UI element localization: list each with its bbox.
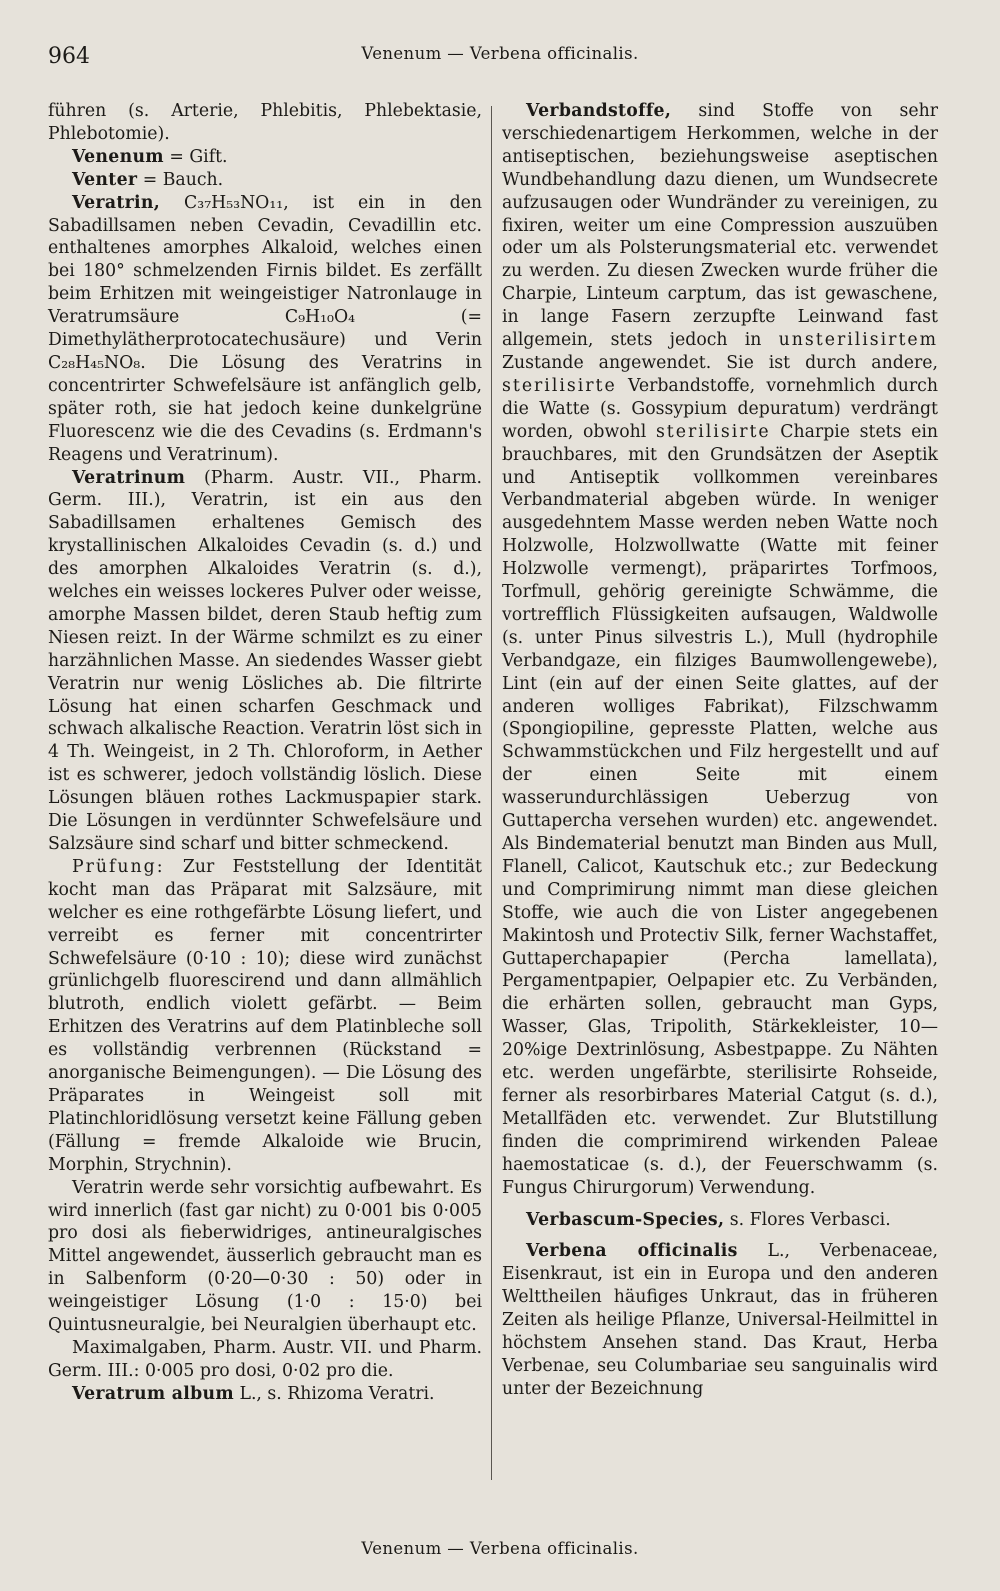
paragraph-aufbewahrung: Veratrin werde sehr vorsichtig aufbewahrt. Es wird innerlich (fast gar nicht) zu 0·001 bis 0·005 pro dosi als fieberwidriges, antineuralgisches Mittel angewendet, äusserlich gebraucht man es in Salbenform (0·20—0·30 : 50) oder in weingeistiger Lösung (1·0 : 15·0) bei Quintusneuralgie, bei Neuralgien überhaupt etc. (48, 1177, 482, 1336)
entry-text: Verbandstoffe, vornehmlich durch die Watte (s. Gossypium depuratum) verdrängt worden, obwohl (502, 375, 938, 442)
running-header: Venenum — Verbena officinalis. (361, 44, 639, 63)
entry-text: C₃₇H₅₃NO₁₁, ist ein in den Sabadillsamen neben Cevadin, Cevadillin etc. enthaltenes amorphes Alkaloid, welches einen bei 180° schmelzenden Firnis bildet. Es zerfällt beim Erhitzen mit weingeistiger Natronlauge in Veratrumsäure C₉H₁₀O₄ (= Dimethylätherprotocatechusäure) und Verin C₂₈H₄₅NO₈. Die Lösung des Veratrins in concentrirter Schwefelsäure ist anfänglich gelb, später roth, sie hat jedoch keine dunkelgrüne Fluorescenz wie die des Cevadins (s. Erdmann's Reagens und Veratrinum). (48, 192, 482, 465)
paragraph-maximalgaben: Maximalgaben, Pharm. Austr. VII. und Pharm. Germ. III.: 0·005 pro dosi, 0·02 pro die. (48, 1337, 482, 1381)
entry-text: L., s. Rhizoma Veratri. (233, 1383, 435, 1404)
paragraph-pruefung (48, 856, 482, 1177)
entry-text: L., Verbenaceae, Eisenkraut, ist ein in Europa und den anderen Welttheilen häufiges Unkraut, das in früheren Zeiten als heilige Pflanze, Universal-Heilmittel in höchstem Ansehen stand. Das Kraut, Herba Verbenae, seu Columbariae seu sanguinalis wird unter der Bezeichnung (502, 1241, 938, 1399)
headword: Veratrinum (72, 467, 186, 488)
headword: Verbena officinalis (526, 1241, 738, 1262)
entry-verbandstoffe (502, 100, 938, 1200)
headword: Verbascum-Species, (526, 1209, 725, 1230)
right-column (502, 100, 938, 1401)
headword: Venter (72, 169, 138, 190)
spaced-word: unsterilisirtem (778, 330, 938, 351)
entry-continuation: führen (s. Arterie, Phlebitis, Phlebektasie, Phlebotomie). (48, 101, 482, 144)
entry-veratrin (48, 192, 482, 467)
entry-text: sind Stoffe von sehr verschiedenartigem Herkommen, welche in der antiseptischen, beziehungsweise aseptischen Wundbehandlung dazu dienen, um Wundsecrete aufzusaugen oder Wundränder zu vereinigen, zu fixiren, weiter um eine Compression auszuüben oder um als Polsterungsmaterial etc. verwendet zu werden. Zu diesen Zwecken wurde früher die Charpie, Linteum carptum, das ist gewaschene, in lange Fasern zerzupfte Leinwand fast allgemein, stets jedoch in (502, 101, 938, 351)
entry-venenum (48, 146, 482, 169)
entry-venter (48, 169, 482, 192)
column-divider (491, 106, 492, 1480)
entry-text: Zustande angewendet. Sie ist durch andere, (502, 352, 938, 373)
entry-verbascum (502, 1209, 938, 1232)
page-number: 964 (48, 44, 90, 69)
entry-veratrinum (48, 467, 482, 856)
entry-text: = Gift. (163, 146, 228, 167)
paragraph-text: Zur Feststellung der Identität kocht man das Präparat mit Salzsäure, mit welcher es eine rothgefärbte Lösung liefert, und verreibt es ferner mit concentrirter Schwefelsäure (0·10 : 10); diese wird zunächst grünlichgelb fluorescirend und dann allmählich blutroth, endlich violett gefärbt. — Beim Erhitzen des Veratrins auf dem Platinbleche soll es vollständig verbrennen (Rückstand = anorganische Beimengungen). — Die Lösung des Präparates in Weingeist soll mit Platinchloridlösung versetzt keine Fällung geben (Fällung = fremde Alkaloide wie Brucin, Morphin, Strychnin). (48, 856, 482, 1175)
entry-text: s. Flores Verbasci. (724, 1209, 891, 1230)
headword: Venenum (72, 146, 164, 167)
spaced-word: sterilisirte (655, 421, 771, 442)
entry-veratrum-album (48, 1383, 482, 1406)
spaced-word: sterilisirte (502, 375, 617, 396)
headword: Verbandstoffe, (526, 101, 672, 121)
headword: Veratrum album (72, 1383, 234, 1404)
headword: Veratrin, (72, 192, 161, 213)
left-column (48, 100, 482, 1406)
entry-text: Charpie stets ein brauchbares, mit den Grundsätzen der Aseptik und Antiseptik vollkommen vereinbares Verbandmaterial abgeben würde. In weniger ausgedehntem Masse werden neben Watte noch Holzwolle, Holzwollwatte (Watte mit feiner Holzwolle vermengt), präparirtes Torfmoos, Torfmull, gehörig gereinigte Schwämme, die vortrefflich Flüssigkeiten aufsaugen, Waldwolle (s. unter Pinus silvestris L.), Mull (hydrophile Verbandgaze, ein filziges Baumwollengewebe), Lint (ein auf der einen Seite glattes, auf der anderen wolliges Fabrikat), Filzschwamm (Spongiopiline, gepresste Platten, welche aus Schwammstückchen und Filz hergestellt und auf der einen Seite mit einem wasserundurchlässigen Ueberzug von Guttapercha versehen wurden) etc. angewendet. Als Bindematerial benutzt man Binden aus Mull, Flanell, Calicot, Kautschuk etc.; zur Bedeckung und Comprimirung nimmt man diese gleichen Stoffe, wie auch die von Lister angegebenen Makintosh und Protectiv Silk, ferner Wachstaffet, Guttaperchapapier (Percha lamellata), Pergamentpapier, Oelpapier etc. Zu Verbänden, die erhärten sollen, gebraucht man Gyps, Wasser, Glas, Tripolith, Stärkekleister, 10—20%ige Dextrinlösung, Asbestpappe. Zu Nähten etc. werden ungefärbte, sterilisirte Rohseide, ferner als resorbirbares Material Catgut (s. d.), Metallfäden etc. verwendet. Zur Blutstillung finden die comprimirend wirkenden Paleae haemostaticae (s. d.), der Feuerschwamm (s. Fungus Chirurgorum) Verwendung. (502, 421, 938, 1198)
spaced-label: Prüfung: (72, 856, 165, 877)
entry-text: = Bauch. (137, 169, 224, 190)
running-footer: Venenum — Verbena officinalis. (361, 1539, 639, 1558)
entry-text: (Pharm. Austr. VII., Pharm. Germ. III.), Veratrin, ist ein aus den Sabadillsamen erhaltenes Gemisch des krystallinischen Alkaloides Cevadin (s. d.) und des amorphen Alkaloides Veratrin (s. d.), welches ein weisses lockeres Pulver oder weisse, amorphe Massen bildet, deren Staub heftig zum Niesen reizt. In der Wärme schmilzt es zu einer harzähnlichen Masse. An siedendes Wasser giebt Veratrin nur wenig Lösliches ab. Die filtrirte Lösung hat einen scharfen Geschmack und schwach alkalische Reaction. Veratrin löst sich in 4 Th. Weingeist, in 2 Th. Chloroform, in Aether ist es schwerer, jedoch vollständig löslich. Diese Lösungen bläuen rothes Lackmuspapier stark. Die Lösungen in verdünnter Schwefelsäure und Salzsäure sind scharf und bitter schmeckend. (48, 467, 482, 854)
entry-verbena (502, 1240, 938, 1400)
